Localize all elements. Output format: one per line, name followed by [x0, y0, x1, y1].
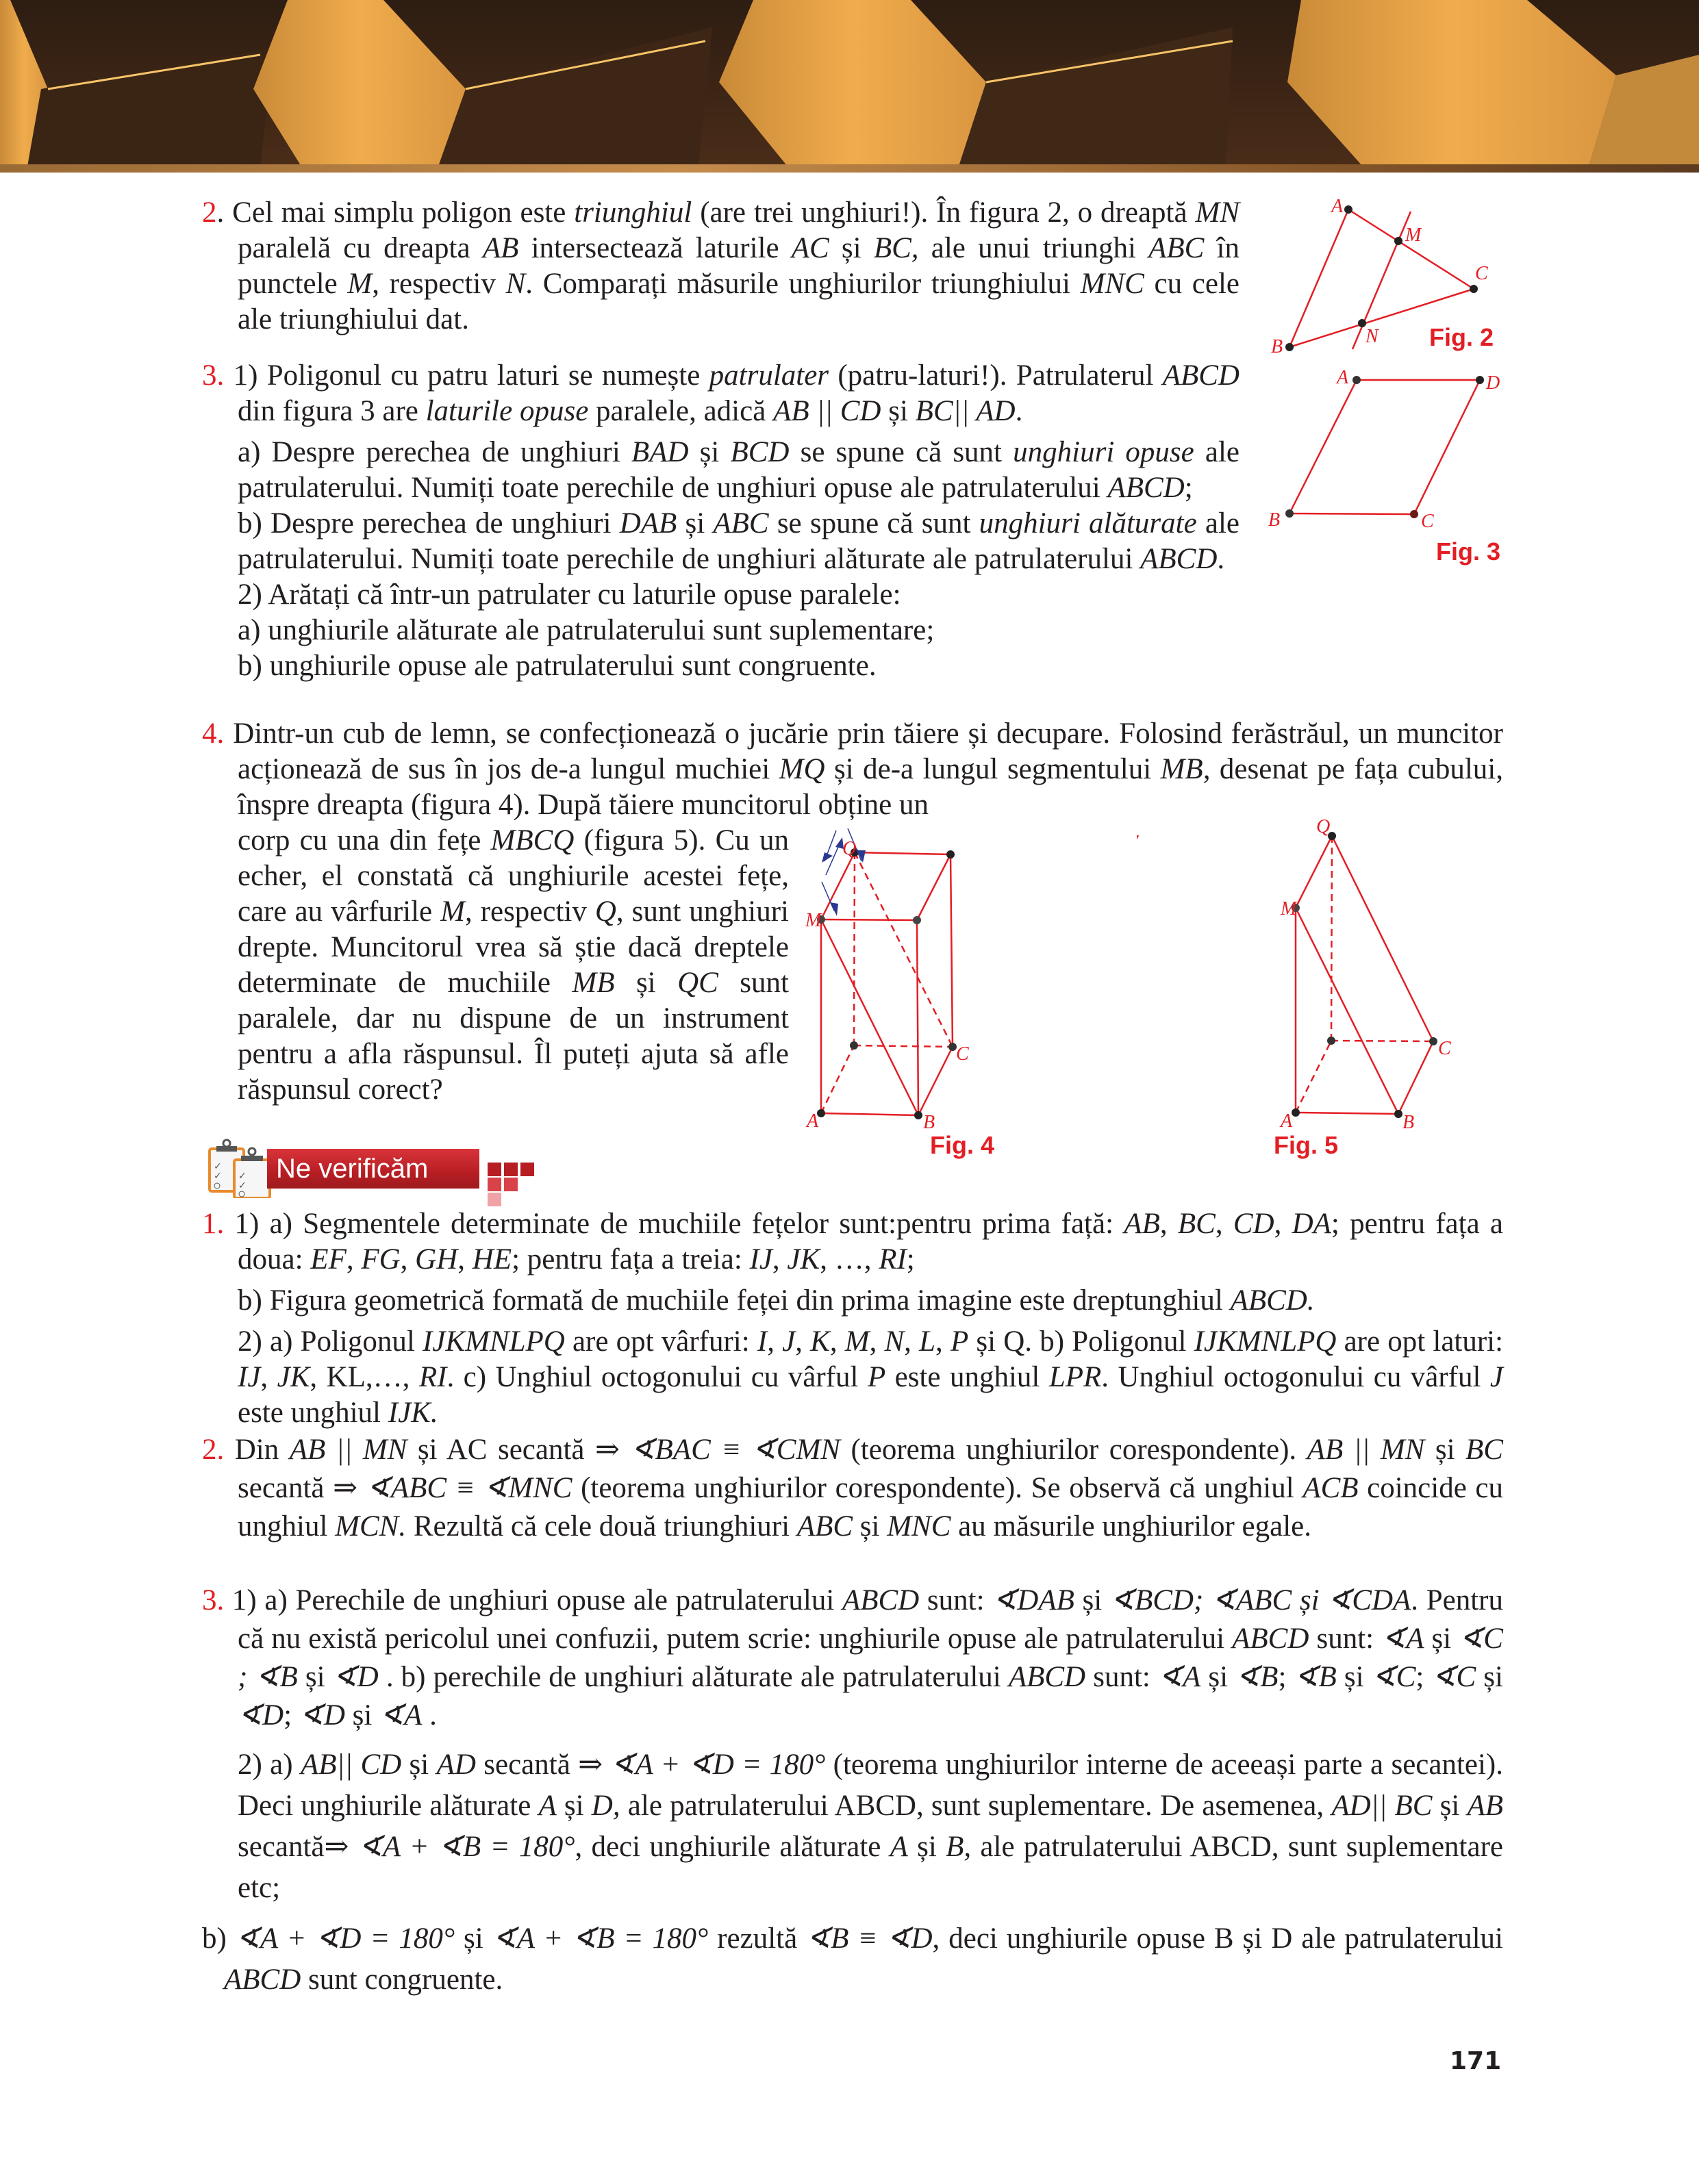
decor-square: [488, 1163, 501, 1176]
fig3-label-d: D: [1486, 372, 1500, 394]
decor-square: [520, 1163, 534, 1176]
answer-2-text: 2. Din AB || MN și AC secantă ⇒ ∢BAC ≡ ∢CMN (teorema unghiurilor corespondente). AB || MN și BC secantă ⇒ ∢ABC ≡ ∢MNC (teorema unghiurilor corespondente). Se observă că unghiul ACB coincide cu unghiul MCN. Rezultă că cele două triunghiuri ABC și MNC au măsurile unghiurilor egale.: [202, 1434, 1503, 1542]
fig5-label-b: B: [1402, 1112, 1415, 1133]
figure-5-caption: Fig. 5: [1274, 1131, 1339, 1159]
answer-1-part-2: 2) a) Poligonul IJKMNLPQ are opt vârfuri: I, J, K, M, N, L, P și Q. b) Poligonul IJKMNLPQ are opt laturi: IJ, JK, KL,…, RI. c) Unghiul octogonului cu vârful P este unghiul LPR. Unghiul octogonului cu vârful J este unghiul IJK.: [238, 1325, 1504, 1429]
exercise-4-continued: [238, 823, 789, 1108]
fig5-label-c: C: [1438, 1038, 1451, 1059]
exercise-3-part-b: b) Despre perechea de unghiuri DAB și ABC se spune că sunt unghiuri alăturate ale patrulaterului. Numiți toate perechile de unghiuri alăturate ale patrulaterului ABCD.: [238, 507, 1239, 575]
answer-1: [202, 1206, 1503, 1431]
figure-2-caption: Fig. 2: [1429, 323, 1494, 351]
exercise-4-intro: 4. Dintr-un cub de lemn, se confecționează o jucărie prin tăiere și decupare. Folosind ferăstrăul, un muncitor acționează de sus în jos de-a lungul muchiei MQ și de-a lungul segmentului MB, desenat pe fața cubului, înspre dreapta (figura 4). După tăiere muncitorul obține un: [202, 718, 1503, 821]
fig4-label-b: B: [923, 1112, 935, 1133]
fig4-label-c: C: [956, 1043, 969, 1065]
decor-square: [504, 1163, 518, 1176]
answer-1-part-1a: 1. 1) a) Segmentele determinate de muchiile fețelor sunt:pentru prima față: AB, BC, CD, DA; pentru fața a doua: EF, FG, GH, HE; pentru fața a treia: IJ, JK, …, RI;: [202, 1208, 1504, 1275]
exercise-3: [202, 358, 1239, 684]
exercise-3-intro: 3. 1) Poligonul cu patru laturi se numește patrulater (patru-laturi!). Patrulaterul ABCD din figura 3 are laturile opuse paralele, adică AB || CD și BC|| AD.: [202, 359, 1239, 427]
fig2-label-m: M: [1405, 225, 1422, 246]
fig4-label-m: M: [805, 910, 822, 931]
exercise-2-text: 2. Cel mai simplu poligon este triunghiul (are trei unghiuri!). În figura 2, o dreaptă MN paralelă cu dreapta AB intersectează laturile AC și BC, ale unui triunghi ABC în punctele M, respectiv N. Comparați măsurile unghiurilor triunghiului MNC cu cele ale triunghiului dat.: [202, 196, 1239, 335]
fig5-label-m: M: [1281, 898, 1297, 919]
fig3-label-b: B: [1268, 509, 1281, 531]
answer-3-part-2b: b) ∢A + ∢D = 180° și ∢A + ∢B = 180° rezultă ∢B ≡ ∢D, deci unghiurile opuse B și D ale patrulaterului ABCD sunt congruente.: [202, 1922, 1503, 1996]
fig4-label-q: Q: [842, 838, 857, 859]
fig3-label-a: A: [1337, 367, 1349, 388]
fig2-label-n: N: [1366, 326, 1379, 347]
fig5-label-q: Q: [1316, 816, 1331, 837]
svg-text:✓: ✓: [214, 1161, 222, 1172]
answer-3-part-2a: 2) a) AB|| CD și AD secantă ⇒ ∢A + ∢D = 180° (teorema unghiurilor interne de aceeași parte a secantei). Deci unghiurile alăturate A și D, ale patrulaterului ABCD, sunt suplementare. De asemenea, AD|| BC și AB secantă⇒ ∢A + ∢B = 180°, deci unghiurile alăturate A și B, ale patrulaterului ABCD, sunt suplementare etc;: [238, 1749, 1503, 1904]
exercise-3-part-2: 2) Arătați că într-un patrulater cu laturile opuse paralele:: [238, 579, 901, 611]
fig2-label-c: C: [1475, 263, 1488, 284]
answer-number: 2.: [202, 1434, 225, 1466]
exercise-4-question: corp cu una din fețe MBCQ (figura 5). Cu un echer, el constată că unghiurile acestei fețe, care au vârfurile M, respectiv Q, sunt unghiuri drepte. Muncitorul vrea să știe dacă dreptele determinate de muchiile MB și QC sunt paralele, dar nu dispune de un instrument pentru a afla răspunsul. Îl puteți ajuta să afle răspunsul corect?: [238, 824, 789, 1106]
figure-4-caption: Fig. 4: [930, 1131, 995, 1159]
answer-3: [202, 1582, 1503, 2001]
exercise-3-part-2a: a) unghiurile alăturate ale patrulaterului sunt suplementare;: [238, 614, 935, 646]
figure-3-caption: Fig. 3: [1436, 537, 1501, 566]
exercise-3-part-a: a) Despre perechea de unghiuri BAD și BCD se spune că sunt unghiuri opuse ale patrulaterului. Numiți toate perechile de unghiuri opuse ale patrulaterului ABCD;: [238, 436, 1239, 504]
banner-bottom-strip: [0, 164, 1699, 173]
golden-cubes-banner: [0, 0, 1699, 166]
exercise-number: 4.: [202, 718, 225, 750]
exercise-3-part-2b: b) unghiurile opuse ale patrulaterului sunt congruente.: [238, 650, 877, 682]
page-number: 171: [1450, 2047, 1502, 2075]
banner-image: [0, 0, 1699, 166]
answer-number: 1.: [202, 1208, 225, 1240]
answer-3-part-1: 3. 1) a) Perechile de unghiuri opuse ale patrulaterului ABCD sunt: ∢DAB și ∢BCD; ∢ABC și ∢CDA. Pentru că nu există pericolul unei confuzii, putem scrie: unghiurile opuse ale patrulaterului ABCD sunt: ∢A și ∢C ; ∢B și ∢D . b) perechile de unghiuri alăturate ale patrulaterului ABCD sunt: ∢A și ∢B; ∢B și ∢C; ∢C și ∢D; ∢D și ∢A .: [202, 1584, 1503, 1731]
fig3-label-c: C: [1421, 511, 1434, 532]
decor-square: [504, 1178, 518, 1191]
svg-text:✓: ✓: [238, 1180, 247, 1191]
figure-3-parallelogram: [1246, 356, 1520, 565]
section-header-ne-verificam: [205, 1137, 527, 1198]
figure-4-cube: [794, 801, 1150, 1167]
decor-square: [488, 1178, 501, 1191]
fig2-label-b: B: [1271, 336, 1283, 356]
figure-5-cut-solid: [1137, 801, 1493, 1167]
fig4-label-a: A: [807, 1110, 819, 1132]
fig5-label-a: A: [1281, 1110, 1293, 1132]
fig2-label-a: A: [1331, 196, 1344, 217]
exercise-number: 2: [202, 196, 217, 229]
svg-text:✓: ✓: [214, 1171, 222, 1182]
answer-2: [202, 1431, 1503, 1546]
decor-square: [488, 1193, 501, 1206]
exercise-number: 3.: [202, 359, 225, 392]
answer-number: 3.: [202, 1584, 225, 1616]
exercise-2: [202, 195, 1239, 338]
section-title: Ne verificăm: [276, 1154, 429, 1184]
svg-text:✓: ✓: [238, 1171, 247, 1182]
answer-1-part-1b: b) Figura geometrică formată de muchiile feței din prima imagine este dreptunghiul ABCD.: [238, 1284, 1315, 1317]
